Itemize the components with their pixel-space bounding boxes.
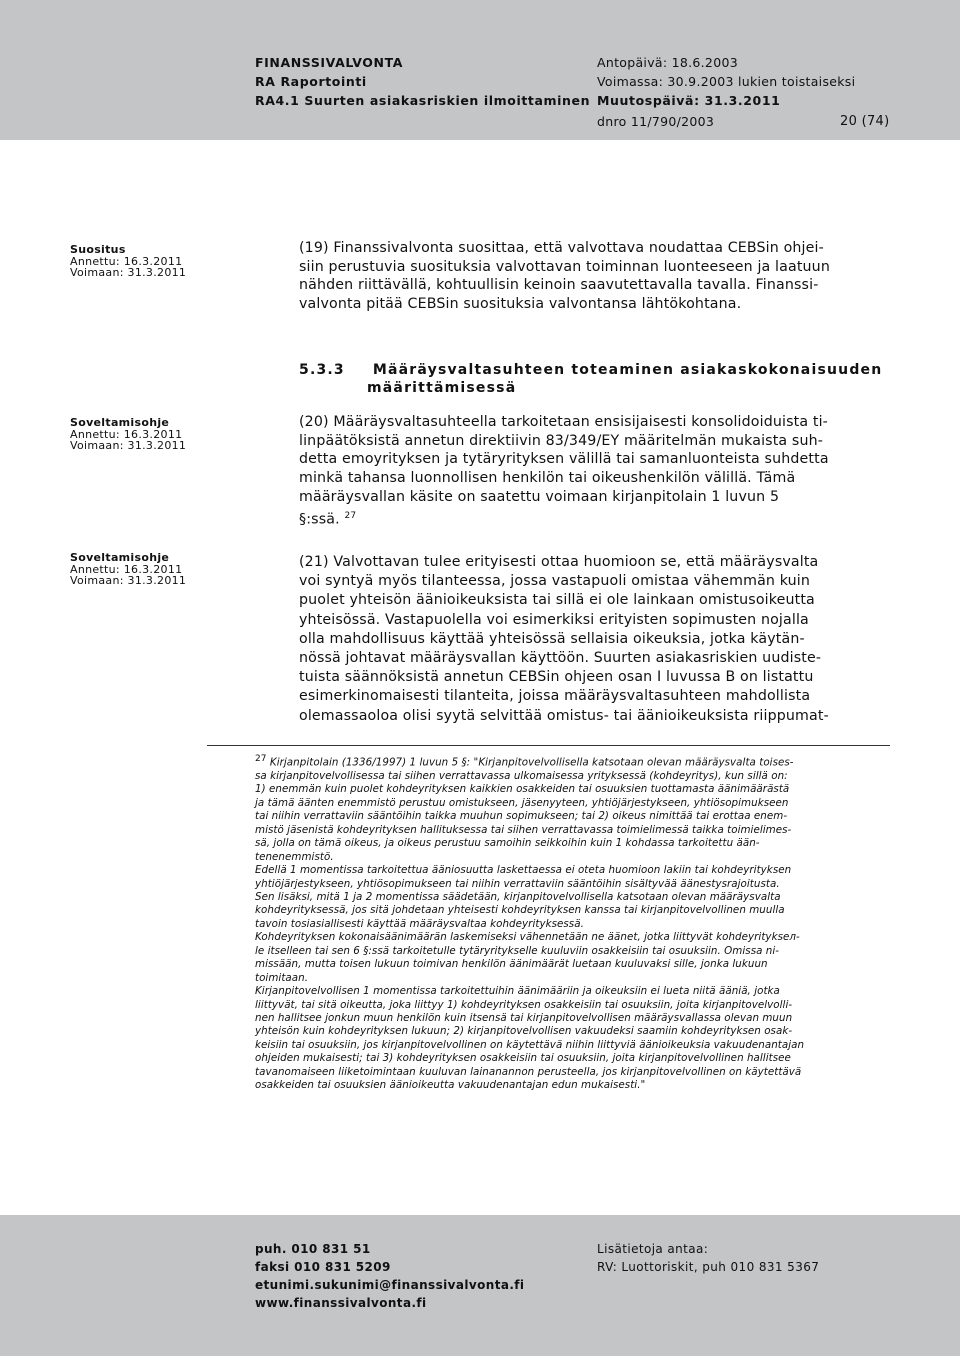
footnote-line: Edellä 1 momentissa tarkoitettua ääniosuutta laskettaessa ei oteta huomioon lakiin tai kohdeyrityksen: [255, 864, 792, 877]
text-line: voi syntyä myös tilanteessa, jossa vastapuoli omistaa vähemmän kuin: [299, 573, 811, 590]
footnote-line: toimitaan.: [255, 971, 309, 984]
footnote-line: ohjeiden mukaisesti; tai 3) kohdeyrityksen osakkeisiin tai osuuksiin, joita kirjanpitovelvollinen hallitsee: [255, 1052, 791, 1065]
section-title-cont: määrittämisessä: [367, 380, 517, 396]
page-footer: [0, 1215, 960, 1356]
text-line: valvonta pitää CEBSin suosituksia valvontansa lähtökohtana.: [299, 296, 742, 313]
footnote-line: liittyvät, tai sitä oikeutta, joka liittyy 1) kohdeyrityksen osakkeisiin tai osuuksiin, joita kirjanpitovelvolli-: [255, 998, 793, 1011]
footnote-line: yhtiöjärjestykseen, yhtiösopimukseen tai niihin verrattaviin sääntöihin sisältyvää äänestysrajoitusta.: [255, 877, 780, 890]
p20-margin: [70, 417, 186, 452]
text-line: tuista säännöksistä annetun CEBSin ohjeen osan I luvussa B on listattu: [299, 669, 814, 686]
text-line: minkä tahansa luonnollisen henkilön tai oikeushenkilön välillä. Tämä: [299, 470, 796, 487]
category-name: RA Raportointi: [255, 74, 367, 89]
footer-email[interactable]: etunimi.sukunimi@finanssivalvonta.fi: [255, 1278, 525, 1292]
margin-label: Soveltamisohje: [70, 416, 170, 429]
footnote-line: nen hallitsee jonkun muun henkilön kuin itsensä tai kirjanpitovelvollisen määräysvallassa olevan muun: [255, 1012, 793, 1025]
suositus-margin: [70, 244, 186, 279]
margin-effective: Voimaan: 31.3.2011: [70, 574, 187, 587]
page-header: [0, 0, 960, 140]
footer-phone: puh. 010 831 51: [255, 1242, 371, 1256]
footnote-line: sa kirjanpitovelvollisessa tai siihen verrattavassa ulkomaisessa yrityksessä (kohdeyritys), kun sillä on:: [255, 769, 788, 782]
footnote-line: Kirjanpitovelvollisen 1 momentissa tarkoitettuihin äänimääriin ja oikeuksiin ei lueta niitä ääniä, jotka: [255, 985, 780, 998]
p21-margin: [70, 552, 186, 587]
text-line: (20) Määräysvaltasuhteella tarkoitetaan ensisijaisesti konsolidoiduista ti-: [299, 414, 828, 430]
text-line: esimerkinomaisesti tilanteita, joissa määräysvaltasuhteen mahdollista: [299, 688, 811, 705]
paragraph-21: [299, 553, 829, 726]
footnote-line: tavanomaiseen liiketoimintaan kuuluvan lainanannon perusteella, jos kirjanpitovelvollinen on käytettävä: [255, 1065, 802, 1078]
footnote-line: ja tämä äänten enemmistö perustuu omistukseen, jäsenyyteen, yhtiöjärjestykseen, yhtiösopimukseen: [255, 796, 789, 809]
margin-effective: Voimaan: 31.3.2011: [70, 439, 187, 452]
footer-website[interactable]: www.finanssivalvonta.fi: [255, 1296, 427, 1310]
footnote-line: tai niihin verrattaviin sääntöihin taikka muuhun sopimukseen; tai 2) oikeus nimittää tai erottaa enem-: [255, 810, 788, 823]
margin-label: Suositus: [70, 243, 126, 256]
amended-date: Muutospäivä: 31.3.2011: [597, 93, 781, 108]
footnote-line: sä, jolla on tämä oikeus, ja oikeus perustuu samoihin seikkoihin kuin 1 kohdassa tarkoitettu ään-: [255, 837, 760, 850]
text-line: olla mahdollisuus käyttää yhteisössä sellaisia oikeuksia, jotka käytän-: [299, 630, 805, 647]
paragraph-19: [299, 239, 830, 314]
text-line: siin perustuvia suosituksia valvottavan toiminnan luonteeseen ja laatuun: [299, 258, 830, 275]
footnote-line: Kohdeyrityksen kokonaisäänimäärän laskemiseksi vähennetään ne äänet, jotka liittyvät kohdeyritykseл-: [255, 931, 800, 944]
text-line: nähden riittävällä, kohtuullisin keinoin saavutettavalla tavalla. Finanssi-: [299, 277, 819, 294]
org-name: FINANSSIVALVONTA: [255, 55, 403, 70]
dnro: dnro 11/790/2003: [597, 114, 715, 129]
standard-title: RA4.1 Suurten asiakasriskien ilmoittaminen: [255, 93, 591, 108]
margin-effective: Voimaan: 31.3.2011: [70, 266, 187, 279]
footnote-line: Sen lisäksi, mitä 1 ja 2 momentissa säädetään, kirjanpitovelvollisella katsotaan olevan määräysvalta: [255, 890, 781, 903]
footnote-number: 27: [255, 754, 267, 764]
text-line: olemassaoloa olisi syytä selvittää omistus- tai äänioikeuksista riippumat-: [299, 707, 829, 724]
valid-date: Voimassa: 30.9.2003 lukien toistaiseksi: [597, 74, 856, 89]
section-heading: [299, 361, 882, 397]
issued-date: Antopäivä: 18.6.2003: [597, 55, 738, 70]
text-line: (19) Finanssivalvonta suosittaa, että valvottava noudattaa CEBSin ohjei-: [299, 240, 824, 256]
footnote-line: le itselleen tai sen 6 §:ssä tarkoitetulle tytäryritykselle kuuluviin osakkeisiin tai osuuksiin. Omissa ni-: [255, 944, 780, 957]
footnote-line: kohdeyrityksessä, jos sitä johdetaan yhteisesti kohdeyrityksen kanssa tai kirjanpitovelvollinen muulla: [255, 904, 785, 917]
margin-issued: Annettu: 16.3.2011: [70, 427, 183, 441]
page-number: 20 (74): [840, 114, 890, 129]
footer-info: RV: Luottoriskit, puh 010 831 5367: [597, 1260, 820, 1274]
footnote-line: mistö jäsenistä kohdeyrityksen hallituksessa tai siihen verrattavassa toimielimessä taikka toimielimes-: [255, 823, 792, 836]
text-line: (21) Valvottavan tulee erityisesti ottaa huomioon se, että määräysvalta: [299, 554, 819, 570]
text-line: puolet yhteisön äänioikeuksista tai sillä ei ole lainkaan omistusoikeutta: [299, 592, 815, 609]
footnote-line: yhteisön kuin kohdeyrityksen lukuun; 2) kirjanpitovelvollisen vakuudeksi saamiin kohdeyrityksen osak-: [255, 1025, 793, 1038]
footnote-line: tavoin tosiasiallisesti käyttää määräysvaltaa kohdeyrityksessä.: [255, 917, 584, 930]
text-line: yhteisössä. Vastapuolella voi esimerkiksi erityisten sopimusten nojalla: [299, 611, 809, 628]
text-line: detta emoyrityksen ja tytäryrityksen välillä tai samanluonteista suhdetta: [299, 451, 829, 468]
footnote-divider: [207, 745, 890, 746]
margin-issued: Annettu: 16.3.2011: [70, 254, 183, 268]
footer-fax: faksi 010 831 5209: [255, 1260, 391, 1274]
paragraph-20: [299, 413, 829, 529]
footnote-line: keisiin tai osuuksiin, jos kirjanpitovelvollinen on käytettävä niihin liittyviä äänioikeuksia vakuudenantajan: [255, 1038, 805, 1051]
footer-info-label: Lisätietoja antaa:: [597, 1242, 709, 1256]
margin-label: Soveltamisohje: [70, 551, 170, 564]
text-line: nössä johtavat määräysvallan käyttöön. Suurten asiakasriskien uudiste-: [299, 650, 822, 667]
section-title: Määräysvaltasuhteen toteaminen asiakaskokonaisuuden: [372, 362, 883, 378]
text-line: määräysvallan käsite on saatettu voimaan kirjanpitolain 1 luvun 5: [299, 488, 780, 505]
text-line: §:ssä.: [299, 511, 340, 528]
footnote-line: Kirjanpitolain (1336/1997) 1 luvun 5 §: "Kirjanpitovelvollisella katsotaan olevan määräysvalta toises-: [269, 756, 794, 769]
section-number: 5.3.3: [299, 362, 345, 378]
footnote-line: 1) enemmän kuin puolet kohdeyrityksen kaikkien osakkeiden tai osuuksien tuottamasta äänimäärästä: [255, 783, 790, 796]
margin-issued: Annettu: 16.3.2011: [70, 562, 183, 576]
footnote-reference[interactable]: 27: [344, 510, 357, 521]
text-line: linpäätöksistä annetun direktiivin 83/349/EY määritelmän mukaista suh-: [299, 432, 824, 449]
footnote-line: missään, mutta toisen lukuun toimivan henkilön äänimäärät luetaan kuuluvaksi sille, jonka lukuun: [255, 958, 768, 971]
footnote-27: [255, 753, 804, 1093]
footnote-line: osakkeiden tai osuuksien äänioikeutta vakuudenantajan edun mukaisesti.": [255, 1079, 646, 1092]
footnote-line: tenenemmistö.: [255, 850, 334, 863]
